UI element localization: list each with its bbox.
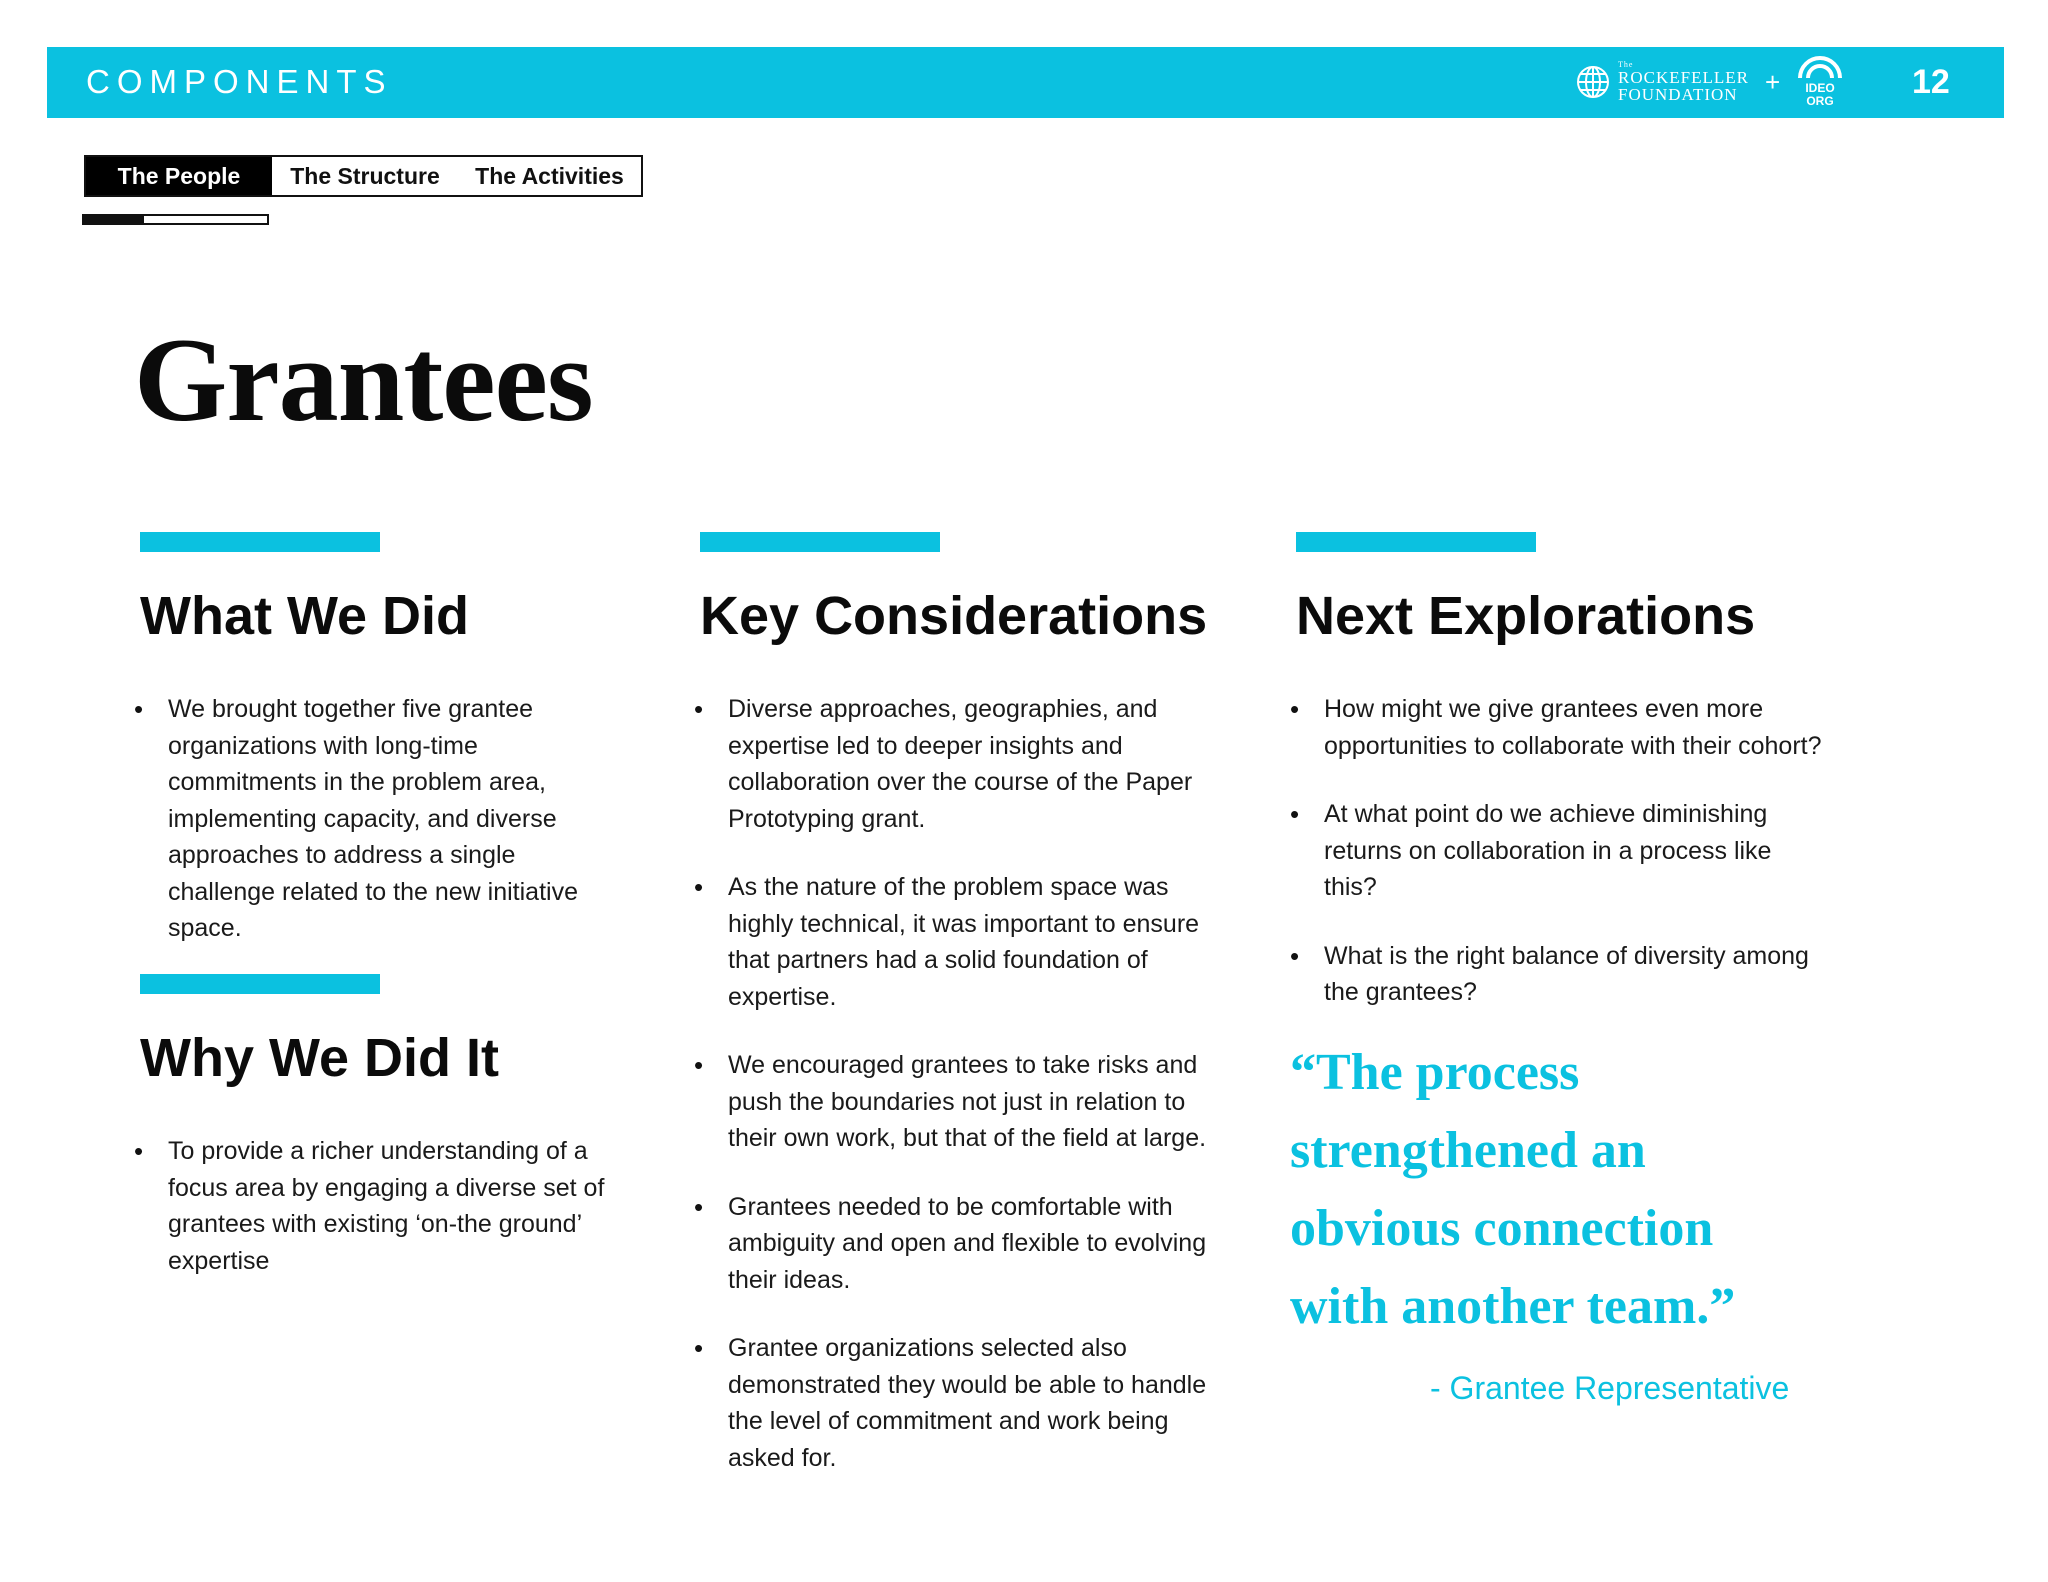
list-item: • Grantees needed to be comfortable with ambiguity and open and flexible to evolving their ideas.	[694, 1189, 1214, 1299]
what-we-did-list	[134, 691, 624, 979]
list-item: • What is the right balance of diversity among the grantees?	[1290, 938, 1830, 1011]
partner-logos	[1576, 56, 1846, 108]
list-item: • We encouraged grantees to take risks and push the boundaries not just in relation to their own work, but that of the field at large.	[694, 1047, 1214, 1157]
progress-fill	[84, 216, 144, 223]
list-item: • We brought together five grantee organizations with long-time commitments in the problem area, implementing capacity, and diverse approaches to address a single challenge related to the new initiative space.	[134, 691, 624, 947]
section-label: COMPONENTS	[86, 63, 393, 100]
accent-bar	[140, 532, 380, 552]
why-we-did-it-heading: Why We Did It	[140, 1028, 499, 1088]
list-item: • As the nature of the problem space was highly technical, it was important to ensure that partners had a solid foundation of expertise.	[694, 869, 1214, 1015]
pull-quote: “The process strengthened an obvious connection with another team.”	[1290, 1044, 1736, 1335]
list-item: • At what point do we achieve diminishing returns on collaboration in a process like this?	[1290, 796, 1830, 906]
page-title: Grantees	[134, 313, 593, 446]
why-we-did-it-list	[134, 1133, 624, 1311]
rockefeller-foundation-logo: The ROCKEFELLER FOUNDATION	[1618, 60, 1749, 104]
list-item: • Grantee organizations selected also demonstrated they would be able to handle the level of commitment and work being asked for.	[694, 1330, 1214, 1476]
component-tabs	[84, 155, 643, 197]
next-explorations-heading: Next Explorations	[1296, 586, 1756, 646]
key-considerations-heading: Key Considerations	[700, 586, 1208, 646]
rockefeller-globe-icon	[1576, 60, 1610, 104]
list-item: • Diverse approaches, geographies, and expertise led to deeper insights and collaboration over the course of the Paper Prototyping grant.	[694, 691, 1214, 837]
next-explorations-list	[1290, 691, 1830, 1043]
svg-text:ORG: ORG	[1806, 94, 1834, 108]
quote-attribution: - Grantee Representative	[1430, 1370, 1790, 1406]
svg-text:IDEO: IDEO	[1805, 81, 1835, 95]
section-progress-bar	[82, 214, 269, 225]
page-number: 12	[1912, 63, 1950, 101]
tab-the-people[interactable]: The People	[86, 157, 272, 195]
accent-bar	[140, 974, 380, 994]
what-we-did-heading: What We Did	[140, 586, 469, 646]
tab-the-structure[interactable]: The Structure	[290, 162, 440, 189]
list-item: • To provide a richer understanding of a focus area by engaging a diverse set of grantees with existing ‘on-the ground’ expertise	[134, 1133, 624, 1279]
accent-bar	[700, 532, 940, 552]
list-item: • How might we give grantees even more opportunities to collaborate with their cohort?	[1290, 691, 1830, 764]
tab-the-activities[interactable]: The Activities	[475, 162, 624, 189]
key-considerations-list	[694, 691, 1214, 1508]
accent-bar	[1296, 532, 1536, 552]
ideo-org-logo-icon	[1794, 56, 1846, 108]
plus-sign: +	[1764, 67, 1781, 97]
